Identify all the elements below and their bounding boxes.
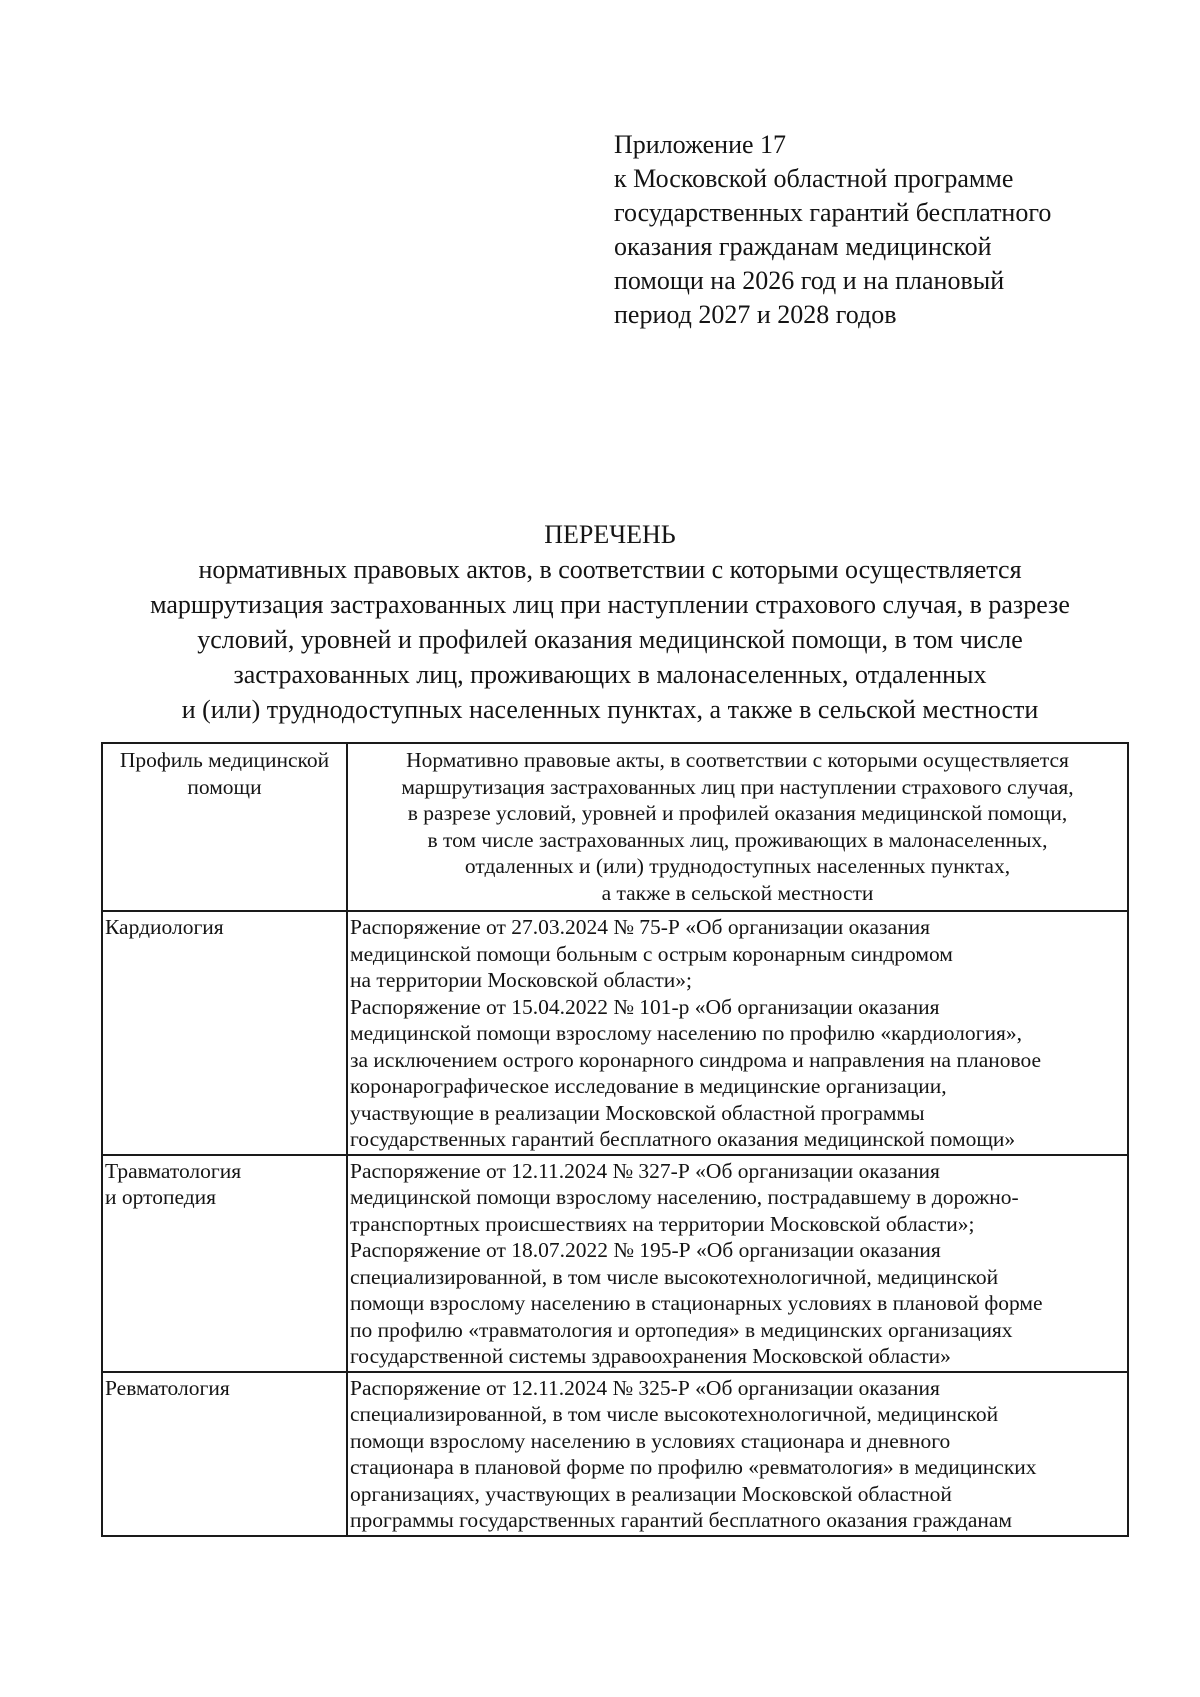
document-subtitle-line: и (или) труднодоступных населенных пунктах, а также в сельской местности (181, 695, 1039, 724)
act-line: коронарографическое исследование в медицинские организации, (350, 1074, 947, 1098)
act-line: медицинской помощи взрослому населению по профилю «кардиология», (350, 1021, 1022, 1045)
profile-line: Ревматология (105, 1375, 230, 1400)
act-line: программы государственных гарантий бесплатного оказания гражданам (350, 1508, 1013, 1532)
header-acts-line: в разрезе условий, уровней и профилей оказания медицинской помощи, (407, 801, 1068, 825)
profile-cell (102, 1155, 347, 1372)
header-profile-line: Профиль медицинской (119, 748, 330, 772)
appendix-line: помощи на 2026 год и на плановый (614, 266, 1005, 295)
act-line: помощи взрослому населению в стационарных условиях в плановой форме (350, 1291, 1043, 1315)
appendix-line: государственных гарантий бесплатного (614, 198, 1052, 227)
acts-cell (347, 911, 1128, 1155)
appendix-line: к Московской областной программе (614, 164, 1014, 193)
act-line: специализированной, в том числе высокотехнологичной, медицинской (350, 1264, 999, 1289)
table-header-row (102, 743, 1128, 911)
appendix-line: Приложение 17 (614, 130, 787, 159)
header-acts (347, 743, 1128, 911)
act-line: стационара в плановой форме по профилю «ревматология» в медицинских (350, 1455, 1037, 1479)
act-line: государственных гарантий бесплатного оказания медицинской помощи» (350, 1127, 1016, 1151)
header-acts-line: отдаленных и (или) труднодоступных населенных пунктах, (464, 854, 1011, 878)
profile-cell (102, 1372, 347, 1536)
acts-cell (347, 1155, 1128, 1372)
act-line: Распоряжение от 12.11.2024 № 327-Р «Об организации оказания (350, 1158, 940, 1183)
profile-line: Кардиология (105, 915, 224, 939)
act-line: участвующие в реализации Московской областной программы (350, 1100, 925, 1125)
header-acts-line: а также в сельской местности (601, 880, 874, 905)
document-subtitle-line: условий, уровней и профилей оказания медицинской помощи, в том числе (197, 625, 1023, 654)
table-row-rheumatology (102, 1372, 1128, 1536)
act-line: транспортных происшествиях на территории Московской области»; (350, 1211, 975, 1236)
act-line: Распоряжение от 15.04.2022 № 101-р «Об организации оказания (350, 994, 940, 1019)
header-acts-line: маршрутизация застрахованных лиц при наступлении страхового случая, (401, 774, 1074, 799)
header-profile-line: помощи (187, 774, 262, 799)
act-line: на территории Московской области»; (350, 968, 693, 992)
act-line: государственной системы здравоохранения Московской области» (350, 1344, 951, 1368)
table-row-cardiology (102, 911, 1128, 1155)
appendix-line: оказания гражданам медицинской (614, 232, 992, 261)
header-profile (102, 743, 347, 911)
act-line: по профилю «травматология и ортопедия» в медицинских организациях (350, 1317, 1013, 1342)
header-acts-line: Нормативно правовые акты, в соответствии с которыми осуществляется (406, 748, 1069, 772)
act-line: медицинской помощи больным с острым коронарным синдромом (350, 941, 953, 966)
act-line: Распоряжение от 27.03.2024 № 75-Р «Об организации оказания (350, 915, 930, 939)
act-line: за исключением острого коронарного синдрома и направления на плановое (350, 1047, 1042, 1072)
act-line: помощи взрослому населению в условиях стационара и дневного (350, 1428, 951, 1453)
table-row-traumatology (102, 1155, 1128, 1372)
act-line: специализированной, в том числе высокотехнологичной, медицинской (350, 1402, 999, 1426)
profile-line: Травматология (105, 1158, 242, 1183)
document-heading (90, 517, 1130, 727)
acts-cell (347, 1372, 1128, 1536)
profile-cell (102, 911, 347, 1155)
appendix-line: период 2027 и 2028 годов (614, 300, 897, 329)
appendix-note (614, 128, 1134, 332)
act-line: организациях, участвующих в реализации Московской областной (350, 1481, 952, 1506)
act-line: Распоряжение от 12.11.2024 № 325-Р «Об организации оказания (350, 1375, 940, 1400)
acts-table (101, 742, 1129, 1537)
document-subtitle-line: застрахованных лиц, проживающих в малонаселенных, отдаленных (233, 660, 987, 689)
document-title: ПЕРЕЧЕНЬ (544, 520, 676, 549)
act-line: медицинской помощи взрослому населению, пострадавшему в дорожно- (350, 1185, 1019, 1209)
profile-line: и ортопедия (105, 1185, 217, 1209)
act-line: Распоряжение от 18.07.2022 № 195-Р «Об организации оказания (350, 1238, 941, 1262)
document-subtitle-line: маршрутизация застрахованных лиц при наступлении страхового случая, в разрезе (150, 590, 1070, 619)
header-acts-line: в том числе застрахованных лиц, проживающих в малонаселенных, (427, 827, 1048, 852)
document-subtitle-line: нормативных правовых актов, в соответствии с которыми осуществляется (198, 555, 1022, 584)
